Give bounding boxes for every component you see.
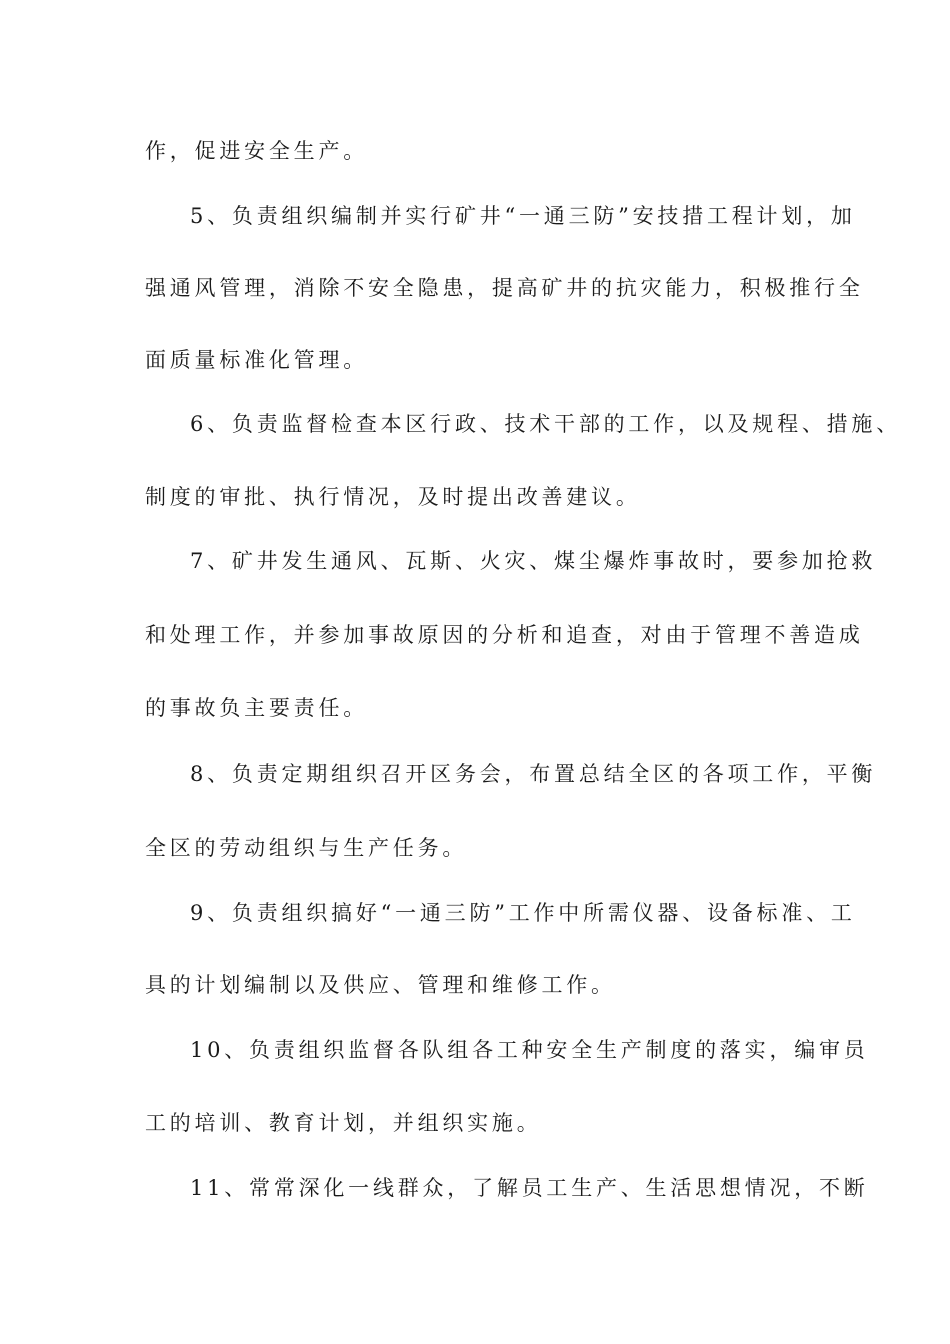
text-line: 工的培训、教育计划，并组织实施。 bbox=[145, 1111, 542, 1135]
text-line: 7、矿井发生通风、瓦斯、火灾、煤尘爆炸事故时，要参加抢救 bbox=[190, 549, 877, 573]
text-line: 6、负责监督检查本区行政、技术干部的工作，以及规程、措施、 bbox=[190, 412, 901, 436]
text-line: 作，促进安全生产。 bbox=[145, 139, 369, 163]
text-line: 面质量标准化管理。 bbox=[145, 348, 369, 372]
text-line: 的事故负主要责任。 bbox=[145, 696, 369, 720]
text-line: 制度的审批、执行情况，及时提出改善建议。 bbox=[145, 485, 641, 509]
text-line: 9、负责组织搞好“一通三防”工作中所需仪器、设备标准、工 bbox=[190, 901, 856, 925]
text-line: 具的计划编制以及供应、管理和维修工作。 bbox=[145, 973, 616, 997]
text-line: 11、常常深化一线群众，了解员工生产、生活思想情况，不断 bbox=[190, 1176, 869, 1200]
text-line: 10、负责组织监督各队组各工种安全生产制度的落实，编审员 bbox=[190, 1038, 869, 1062]
text-line: 强通风管理，消除不安全隐患，提高矿井的抗灾能力，积极推行全 bbox=[145, 276, 864, 300]
text-line: 和处理工作，并参加事故原因的分析和追查，对由于管理不善造成 bbox=[145, 623, 864, 647]
text-line: 5、负责组织编制并实行矿井“一通三防”安技措工程计划，加 bbox=[190, 204, 856, 228]
text-line: 8、负责定期组织召开区务会，布置总结全区的各项工作，平衡 bbox=[190, 762, 877, 786]
text-line: 全区的劳动组织与生产任务。 bbox=[145, 836, 468, 860]
